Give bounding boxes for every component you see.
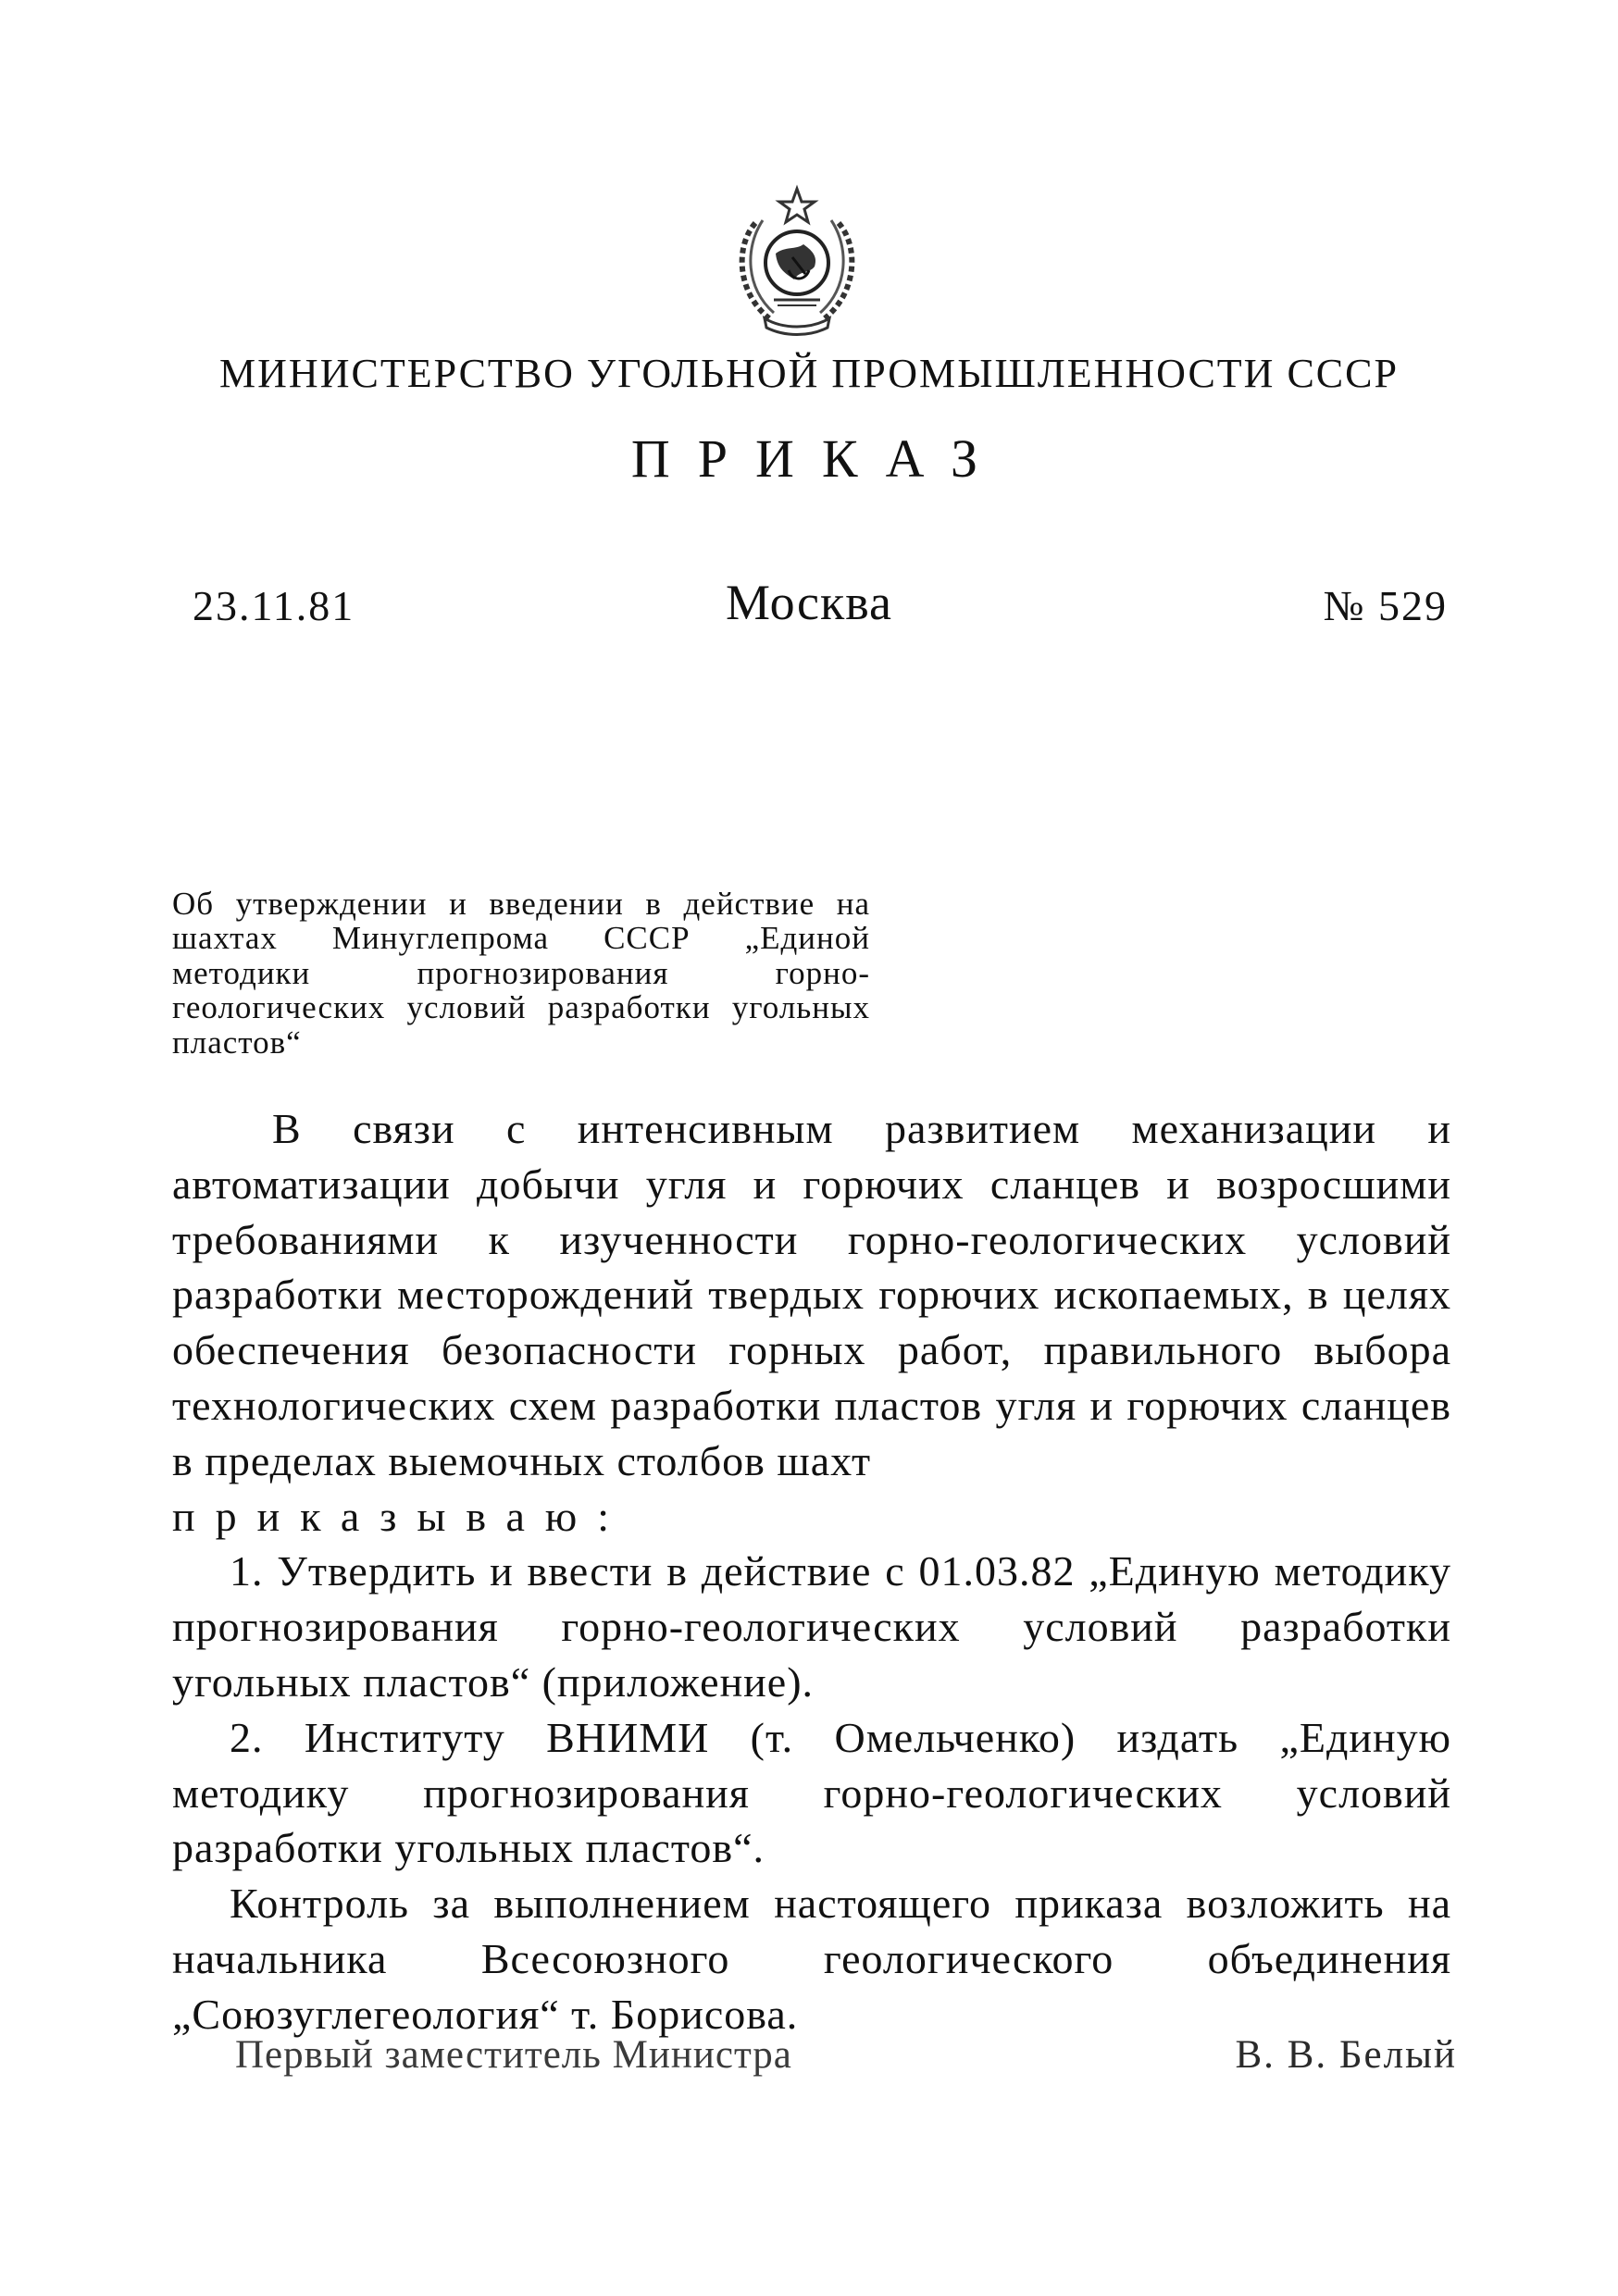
order-body xyxy=(172,1101,1451,2042)
ussr-coat-of-arms-icon xyxy=(718,181,876,339)
order-item-2: 2. Институту ВНИМИ (т. Омельченко) издать „Единую методику прогнозирования горно-геологических условий разработки угольных пластов“. xyxy=(172,1713,1451,1872)
order-number: № 529 xyxy=(1323,582,1448,629)
control-paragraph: Контроль за выполнением настоящего приказа возложить на начальника Всесоюзного геологического объединения „Союзуглегеология“ т. Борисова. xyxy=(172,1880,1451,2038)
order-subject: Об утверждении и введении в действие на шахтах Минуглепрома СССР „Единой методики прогнозирования горно-геологических условий разработки угольных пластов“ xyxy=(172,886,870,1061)
ministry-name: МИНИСТЕРСТВО УГОЛЬНОЙ ПРОМЫШЛЕННОСТИ СССР xyxy=(219,351,1399,396)
order-word: приказываю: xyxy=(172,1492,630,1540)
order-item-1: 1. Утвердить и ввести в действие с 01.03.82 „Единую методику прогнозирования горно-геологических условий разработки угольных пластов“ (приложение). xyxy=(172,1547,1451,1706)
preamble-paragraph: В связи с интенсивным развитием механизации и автоматизации добычи угля и горючих сланцев и возросшими требованиями к изученности горно-геологических условий разработки месторождений твердых горючих ископаемых, в целях обеспечения безопасности горных работ, правильного выбора технологических схем разработки пластов угля и горючих сланцев в пределах выемочных столбов шахт xyxy=(172,1105,1451,1484)
order-date: 23.11.81 xyxy=(193,582,355,629)
order-city: Москва xyxy=(726,575,892,630)
signatory-name: В. В. Белый xyxy=(1235,2033,1457,2077)
document-type-title: ПРИКАЗ xyxy=(630,428,1006,489)
signatory-title: Первый заместитель Министра xyxy=(235,2033,792,2077)
